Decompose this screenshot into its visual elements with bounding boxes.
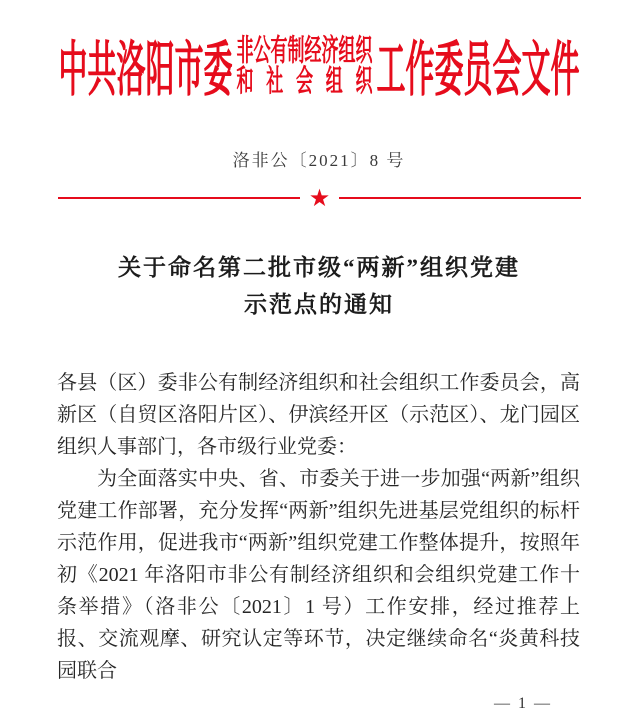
letterhead-org-stack: [236, 33, 373, 99]
letterhead-divider: [58, 185, 581, 211]
paragraph-main: 为全面落实中央、省、市委关于进一步加强“两新”组织党建工作部署，充分发挥“两新”组织先进基层党组织的标杆示范作用，促进我市“两新”组织党建工作整体提升，按照年初《2021 年洛阳市非公有制经济组织和会组织党建工作十条举措》（洛非公〔2021〕1 号）工作安排，经过推荐上报、交流观摩、研究认定等环节，决定继续命名“炎黄科技园联合: [57, 468, 580, 682]
paragraph-recipients: 各县（区）委非公有制经济组织和社会组织工作委员会，高新区（自贸区洛阳片区）、伊滨经开区（示范区）、龙门园区组织人事部门，各市级行业党委：: [57, 372, 580, 458]
document-title: [0, 249, 638, 323]
letterhead-org-right: 工作委员会文件: [376, 38, 580, 104]
letterhead-stack-line1: 非公有制经济组织: [236, 33, 373, 68]
letterhead-stack-line2: 和社会组织: [236, 64, 373, 99]
page-number: — 1 —: [494, 695, 552, 712]
star-icon: ★: [308, 184, 331, 212]
document-page: [0, 22, 638, 712]
divider-line-right: [339, 197, 581, 199]
divider-line-left: [58, 197, 300, 199]
document-title-line1: 关于命名第二批市级“两新”组织党建: [118, 255, 520, 280]
document-title-line2: 示范点的通知: [244, 292, 394, 317]
letterhead-org-left: 中共洛阳市委: [58, 38, 233, 104]
document-number: 洛非公〔2021〕8 号: [232, 151, 406, 170]
document-body: [57, 367, 580, 687]
document-letterhead: [0, 22, 638, 110]
